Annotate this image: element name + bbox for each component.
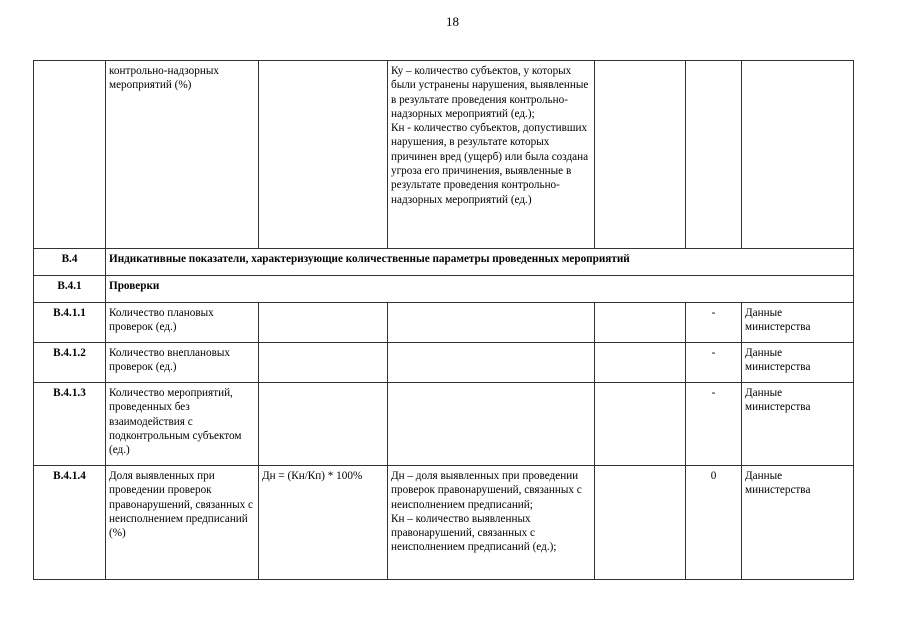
cell-formula [259,61,388,249]
cell-source: Данные министерства [742,343,854,383]
table-row-b411 [34,303,854,343]
cell-code: В.4.1.3 [34,383,106,466]
cell-empty [595,61,686,249]
indicators-table [33,60,854,580]
cell-description [388,383,595,466]
section-title: Индикативные показатели, характеризующие количественные параметры проведенных мероприятий [106,249,854,276]
cell-description: Ку – количество субъектов, у которых были устранены нарушения, выявленные в результате проведения контрольно-надзорных мероприятий (ед.); Кн - количество субъектов, допустивших нарушения, в результате которых причинен вред (ущерб) или была создана угроза его причинения, выявленные в результате проведения контрольно-надзорных мероприятий (ед.) [388,61,595,249]
table-row-continued [34,61,854,249]
cell-target: 0 [686,466,742,580]
cell-formula [259,303,388,343]
cell-code: В.4.1.2 [34,343,106,383]
cell-target [686,61,742,249]
cell-empty [595,383,686,466]
cell-indicator-name: Доля выявленных при проведении проверок правонарушений, связанных с неисполнением предписаний (%) [106,466,259,580]
cell-formula: Дн = (Кн/Кп) * 100% [259,466,388,580]
cell-source [742,61,854,249]
cell-indicator-name: Количество внеплановых проверок (ед.) [106,343,259,383]
cell-code: В.4.1.4 [34,466,106,580]
cell-description [388,303,595,343]
page-number: 18 [446,14,459,29]
cell-source: Данные министерства [742,466,854,580]
cell-target: - [686,343,742,383]
cell-target: - [686,303,742,343]
cell-description: Дн – доля выявленных при проведении проверок правонарушений, связанных с неисполнением предписаний; Кн – количество выявленных правонарушений, связанных с неисполнением предписаний (ед.); [388,466,595,580]
section-title: Проверки [106,276,854,303]
cell-indicator-name: Количество плановых проверок (ед.) [106,303,259,343]
cell-code [34,61,106,249]
cell-source: Данные министерства [742,303,854,343]
section-row-b41 [34,276,854,303]
table-row-b412 [34,343,854,383]
cell-formula [259,383,388,466]
section-code: В.4 [34,249,106,276]
cell-empty [595,466,686,580]
table-row-b413 [34,383,854,466]
table-row-b414 [34,466,854,580]
cell-indicator-name: контрольно-надзорных мероприятий (%) [106,61,259,249]
section-code: В.4.1 [34,276,106,303]
section-row-b4 [34,249,854,276]
cell-indicator-name: Количество мероприятий, проведенных без взаимодействия с подконтрольным субъектом (ед.) [106,383,259,466]
cell-formula [259,343,388,383]
cell-description [388,343,595,383]
cell-empty [595,343,686,383]
cell-code: В.4.1.1 [34,303,106,343]
cell-source: Данные министерства [742,383,854,466]
cell-target: - [686,383,742,466]
cell-empty [595,303,686,343]
